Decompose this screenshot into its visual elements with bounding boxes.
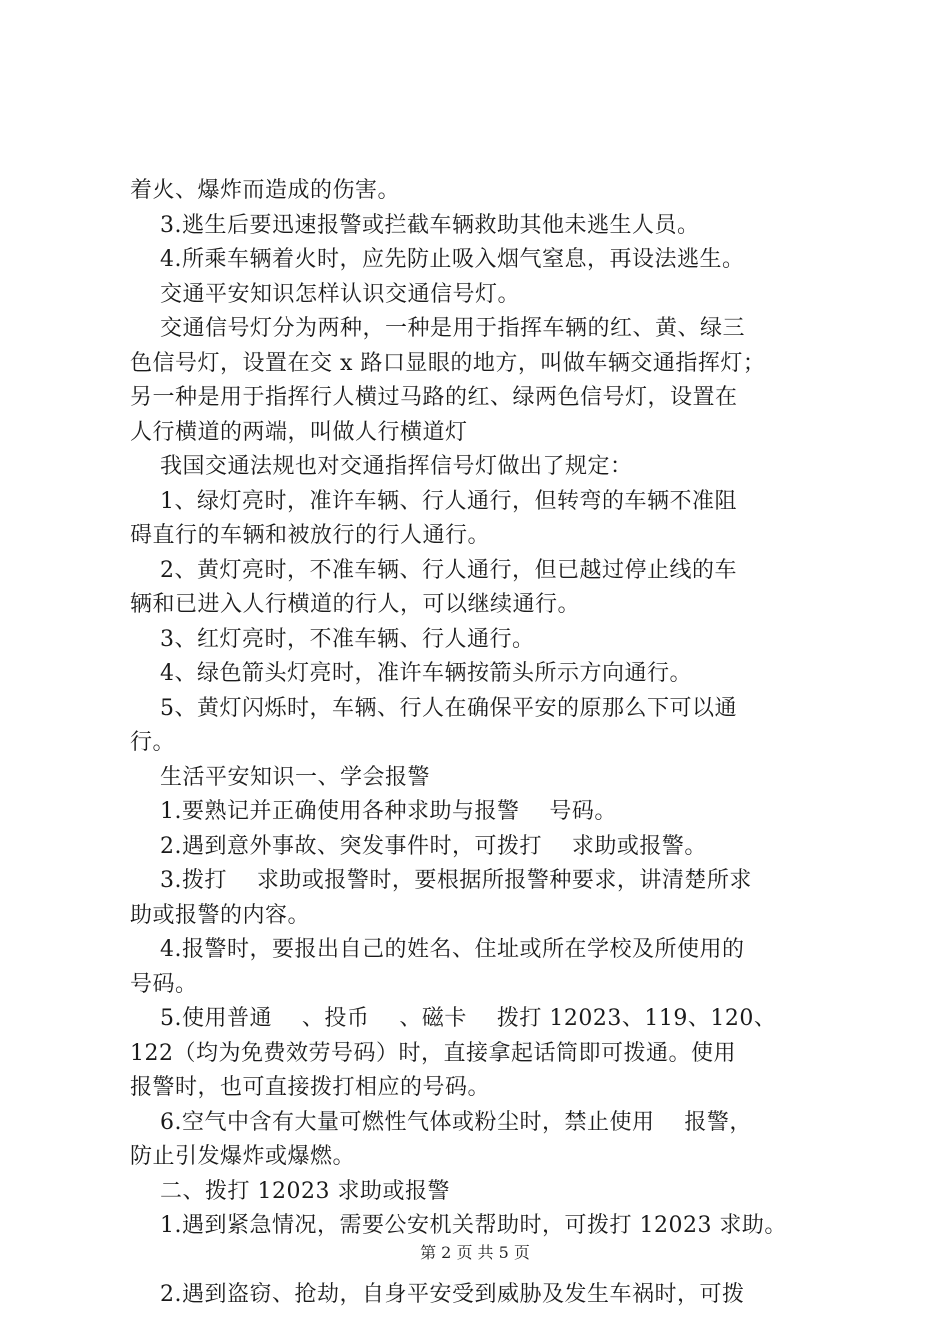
text-line: 2.遇到意外事故、突发事件时，可拨打 求助或报警。	[130, 833, 707, 859]
text-line: 生活平安知识一、学会报警	[130, 764, 430, 790]
text-line: 4.所乘车辆着火时，应先防止吸入烟气窒息，再设法逃生。	[130, 247, 745, 272]
text-line: 3、红灯亮时，不准车辆、行人通行。	[130, 626, 535, 652]
text-line: 交通平安知识怎样认识交通信号灯。	[130, 281, 520, 307]
text-line: 人行横道的两端，叫做人行横道灯	[130, 419, 468, 445]
text-line: 号码。	[130, 971, 198, 997]
text-line: 助或报警的内容。	[130, 902, 311, 928]
text-line: 色信号灯，设置在交 x 路口显眼的地方，叫做车辆交通指挥灯；	[130, 350, 766, 376]
document-body	[130, 174, 830, 1312]
text-line: 1.要熟记并正确使用各种求助与报警 号码。	[130, 799, 617, 824]
text-line: 6.空气中含有大量可燃性气体或粉尘时，禁止使用 报警，	[130, 1109, 752, 1135]
text-line: 我国交通法规也对交通指挥信号灯做出了规定：	[130, 454, 633, 479]
text-line: 3.逃生后要迅速报警或拦截车辆救助其他未逃生人员。	[130, 212, 700, 238]
text-line: 3.拨打 求助或报警时，要根据所报警种要求，讲清楚所求	[130, 868, 752, 893]
text-line: 4、绿色箭头灯亮时，准许车辆按箭头所示方向通行。	[130, 661, 692, 686]
text-line: 1、绿灯亮时，准许车辆、行人通行，但转弯的车辆不准阻	[130, 488, 737, 514]
text-line: 行。	[130, 730, 176, 755]
text-line: 辆和已进入人行横道的行人，可以继续通行。	[130, 592, 581, 617]
text-line: 2.遇到盗窃、抢劫，自身平安受到威胁及发生车祸时，可拨	[130, 1281, 745, 1307]
text-line: 另一种是用于指挥行人横过马路的红、绿两色信号灯，设置在	[130, 385, 738, 410]
text-line: 2、黄灯亮时，不准车辆、行人通行，但已越过停止线的车	[130, 557, 737, 583]
text-line: 5.使用普通 、投币 、磁卡 拨打 12023、119、120、	[130, 1006, 777, 1031]
text-line: 122（均为免费效劳号码）时，直接拿起话筒即可拨通。使用	[130, 1040, 736, 1066]
text-line: 1.遇到紧急情况，需要公安机关帮助时，可拨打 12023 求助。	[130, 1213, 787, 1238]
text-line: 碍直行的车辆和被放行的行人通行。	[130, 523, 491, 548]
text-line: 二、拨打 12023 求助或报警	[130, 1178, 450, 1204]
text-line: 交通信号灯分为两种，一种是用于指挥车辆的红、黄、绿三	[130, 316, 745, 341]
text-line: 报警时，也可直接拨打相应的号码。	[130, 1075, 491, 1100]
text-line: 4.报警时，要报出自己的姓名、住址或所在学校及所使用的	[130, 937, 745, 962]
text-line: 5、黄灯闪烁时，车辆、行人在确保平安的原那么下可以通	[130, 695, 737, 721]
text-line: 防止引发爆炸或爆燃。	[130, 1144, 356, 1169]
text-line: 着火、爆炸而造成的伤害。	[130, 178, 401, 203]
page-footer: 第 2 页 共 5 页	[420, 1243, 530, 1262]
